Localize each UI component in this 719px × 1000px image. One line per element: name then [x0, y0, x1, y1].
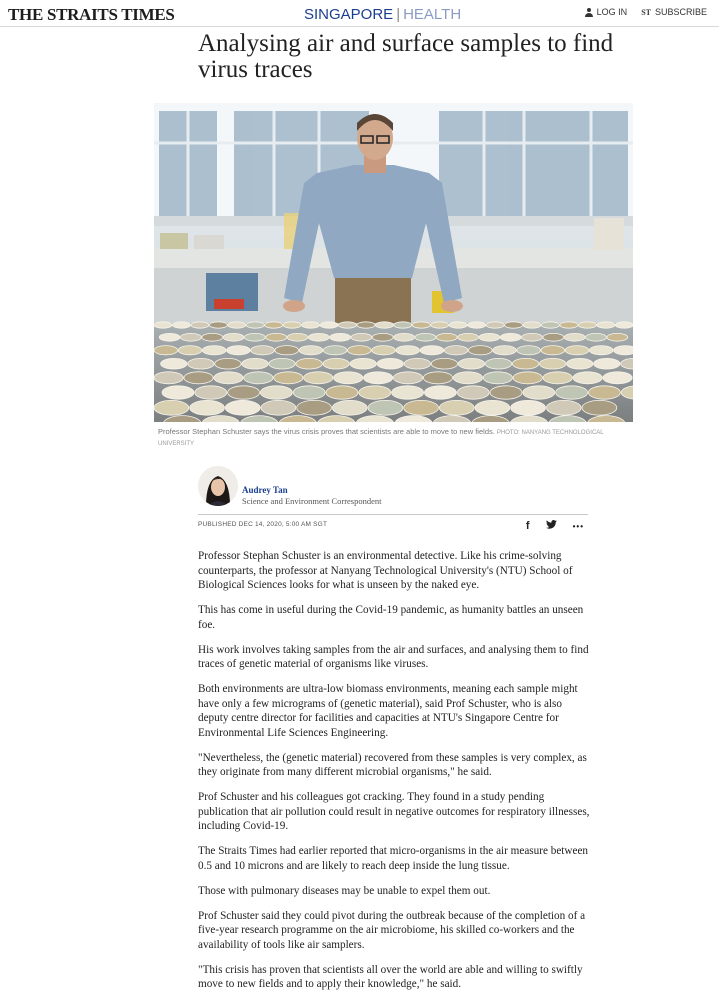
twitter-icon[interactable]	[546, 520, 557, 532]
breadcrumb-separator: |	[396, 6, 401, 23]
article-meta	[198, 521, 588, 535]
article-paragraph: Prof Schuster said they could pivot during the outbreak because of the completion of a five-year research programme on the air microbiome, his skilled co-workers and the availability of tools like air samplers.	[198, 909, 586, 951]
article-paragraph: "This crisis has proven that scientists all over the world are able and willing to swiftly move to new fields and to apply their knowledge," he said.	[198, 963, 583, 990]
article-paragraph: This has come in useful during the Covid-19 pandemic, as humanity battles an unseen foe.	[198, 604, 584, 631]
section-link[interactable]: SINGAPORE	[304, 6, 394, 23]
subsection-link[interactable]: HEALTH	[403, 6, 462, 23]
share-bar	[526, 520, 584, 532]
login-button[interactable]	[585, 7, 628, 17]
author-avatar[interactable]	[198, 466, 238, 506]
facebook-icon[interactable]: f	[525, 520, 530, 532]
site-logo[interactable]: THE STRAITS TIMES	[8, 5, 175, 24]
st-logo-icon: ST	[641, 7, 651, 17]
article-headline: Analysing air and surface samples to find virus traces	[198, 30, 614, 83]
article-paragraph: "Nevertheless, the (genetic material) recovered from these samples is very complex, as they originate from many different microbial organisms," he said.	[198, 751, 587, 778]
person-icon	[585, 8, 593, 17]
byline-divider	[198, 514, 588, 515]
author-name[interactable]: Audrey Tan	[242, 485, 288, 495]
section-breadcrumb	[304, 6, 461, 23]
subscribe-button[interactable]	[641, 7, 707, 17]
published-date: PUBLISHED DEC 14, 2020, 5:00 AM SGT	[198, 521, 328, 528]
article-paragraph: Both environments are ultra-low biomass environments, meaning each sample might have only a few micrograms of (genetic material), said Prof Schuster, who is also deputy centre director for facilities and capacities at NTU's Singapore Centre for Environmental Life Sciences Engineering.	[198, 683, 578, 739]
image-caption	[158, 427, 628, 449]
subscribe-label: SUBSCRIBE	[654, 7, 707, 17]
author-byline	[198, 466, 588, 508]
author-role: Science and Environment Correspondent	[242, 496, 382, 506]
caption-text: Professor Stephan Schuster says the virus crisis proves that scientists are able to move to new fields.	[158, 427, 495, 436]
article-paragraph: Prof Schuster and his colleagues got cracking. They found in a study pending publication that air pollution could result in negative outcomes for respiratory illnesses, including Covid-19.	[198, 791, 590, 832]
login-label: LOG IN	[596, 7, 628, 17]
article-body	[198, 549, 590, 1000]
more-options-icon[interactable]: •••	[572, 521, 584, 531]
article-paragraph: His work involves taking samples from the air and surfaces, and analysing them to find traces of genetic material of organisms like viruses.	[198, 643, 589, 670]
article-paragraph: Professor Stephan Schuster is an environmental detective. Like his crime-solving counterparts, the professor at Nanyang Technological University's (NTU) School of Biological Sciences looks for what is unseen by the naked eye.	[198, 550, 573, 591]
lab-photo	[154, 103, 633, 422]
hero-image	[154, 103, 633, 422]
photo-credit: PHOTO: NANYANG TECHNOLOGICAL UNIVERSITY	[158, 430, 604, 447]
site-header	[0, 0, 719, 27]
article-paragraph: Those with pulmonary diseases may be unable to expel them out.	[198, 884, 491, 897]
account-nav	[585, 7, 707, 17]
article-paragraph: The Straits Times had earlier reported that micro-organisms in the air measure between 0.5 and 10 microns and are likely to reach deep inside the lung tissue.	[198, 845, 588, 872]
